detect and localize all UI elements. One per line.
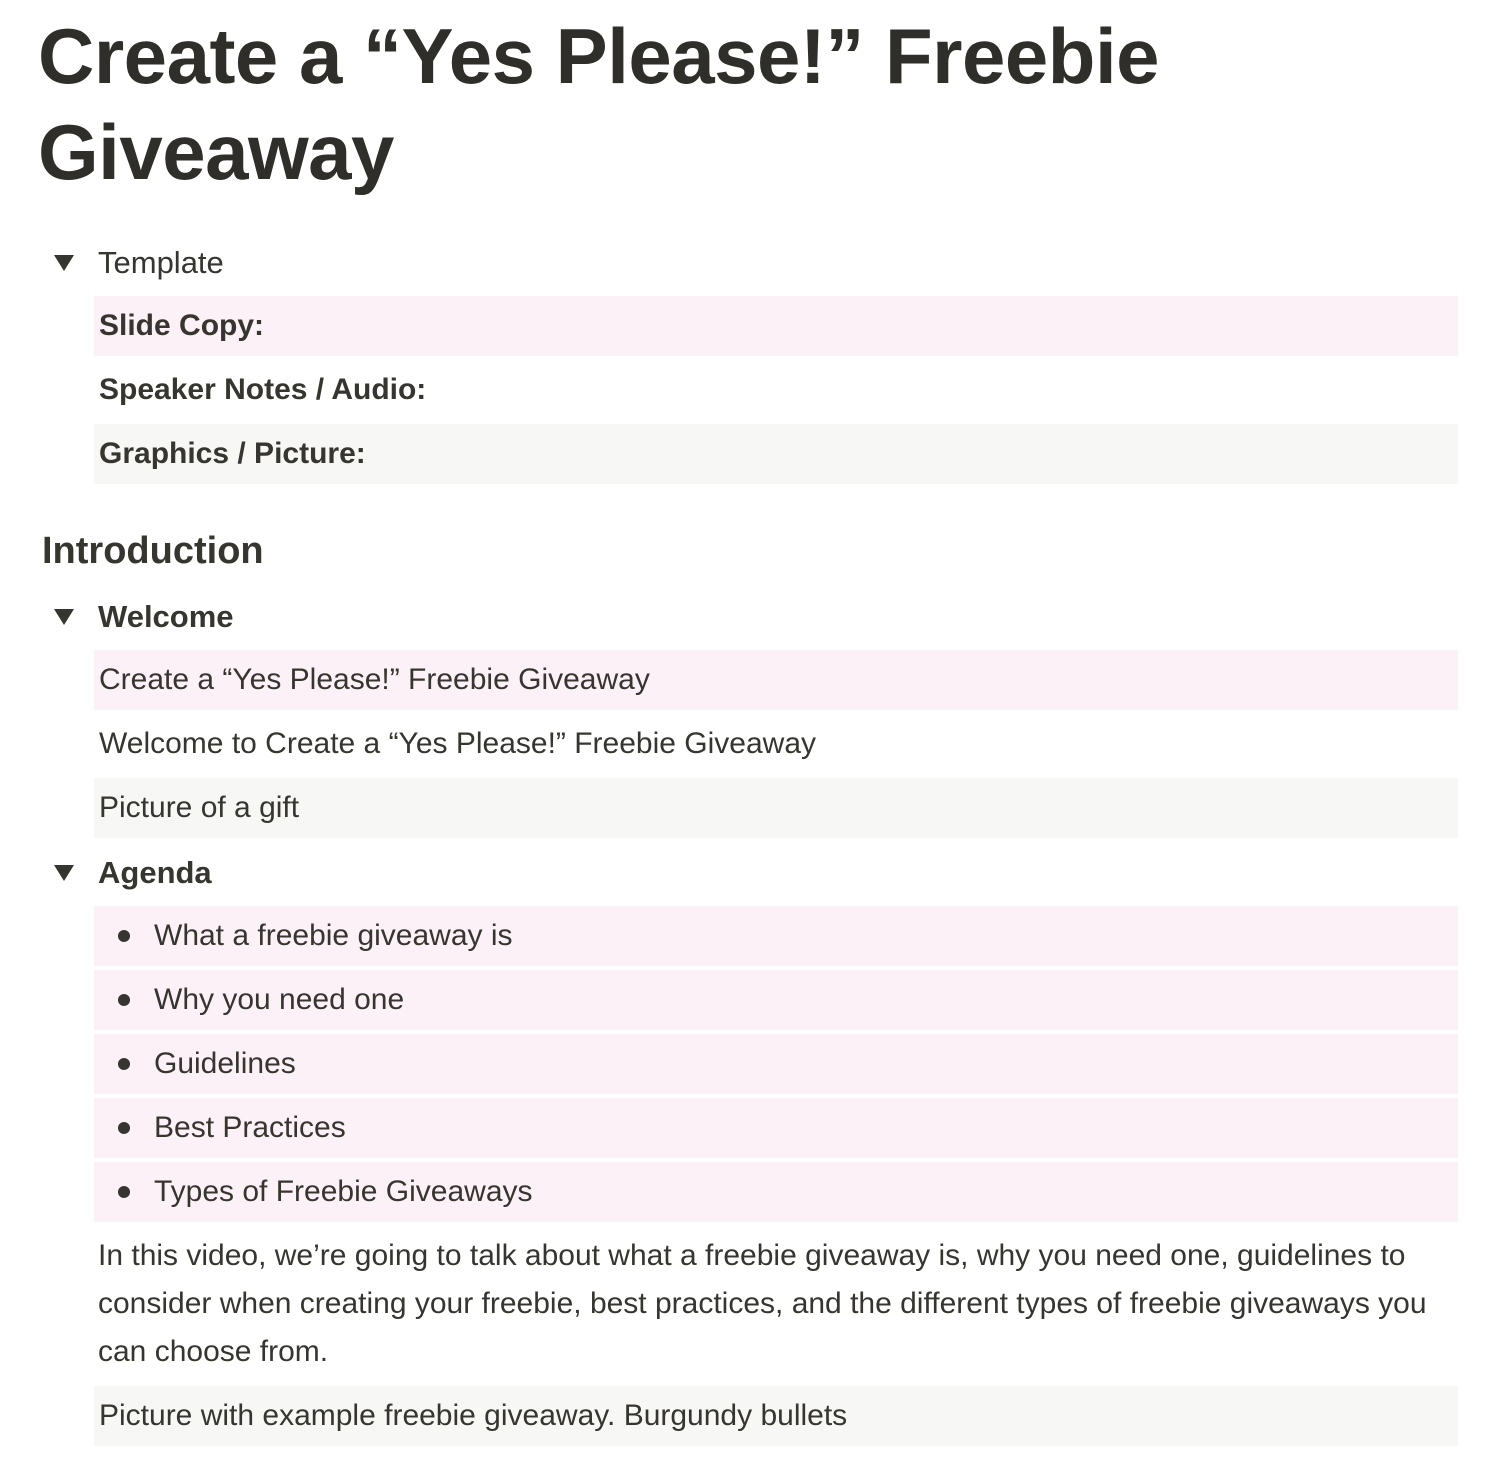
list-item-text: Guidelines [154,1047,296,1080]
list-item[interactable] [94,1162,1458,1222]
list-item[interactable] [94,906,1458,966]
triangle-down-icon[interactable] [40,236,88,290]
triangle-down-icon[interactable] [40,846,88,900]
template-speaker-notes[interactable]: Speaker Notes / Audio: [99,373,427,406]
bullet-icon [94,1058,154,1070]
bullet-icon [94,930,154,942]
agenda-speaker-notes[interactable]: In this video, we’re going to talk about what a freebie giveaway is, why you need one, guidelines to consider when creating your freebie, best practices, and the different types of freebie giveaways you can choose from. [98,1239,1427,1368]
page-title: Create a “Yes Please!” Freebie Giveaway [38,12,1159,196]
toggle-template[interactable] [40,236,1458,290]
agenda-graphics[interactable]: Picture with example freebie giveaway. Burgundy bullets [94,1386,1458,1446]
list-item-text: Types of Freebie Giveaways [154,1175,533,1208]
toggle-label: Template [98,245,224,280]
toggle-label: Welcome [98,599,234,634]
list-item-text: Why you need one [154,983,405,1016]
welcome-slide-copy[interactable]: Create a “Yes Please!” Freebie Giveaway [94,650,1458,710]
template-slide-copy[interactable]: Slide Copy: [94,296,1458,356]
toggle-welcome[interactable] [40,590,1458,644]
list-item-text: Best Practices [154,1111,346,1144]
triangle-down-icon[interactable] [40,590,88,644]
list-item[interactable] [94,1034,1458,1094]
list-item-text: What a freebie giveaway is [154,919,513,952]
bullet-icon [94,1186,154,1198]
bullet-icon [94,994,154,1006]
toggle-label: Agenda [98,855,212,890]
welcome-speaker-notes[interactable]: Welcome to Create a “Yes Please!” Freebie Giveaway [99,727,816,760]
welcome-graphics[interactable]: Picture of a gift [94,778,1458,838]
bullet-icon [94,1122,154,1134]
section-heading: Introduction [42,530,264,572]
list-item[interactable] [94,1098,1458,1158]
template-graphics[interactable]: Graphics / Picture: [94,424,1458,484]
list-item[interactable] [94,970,1458,1030]
toggle-agenda[interactable] [40,846,1458,900]
